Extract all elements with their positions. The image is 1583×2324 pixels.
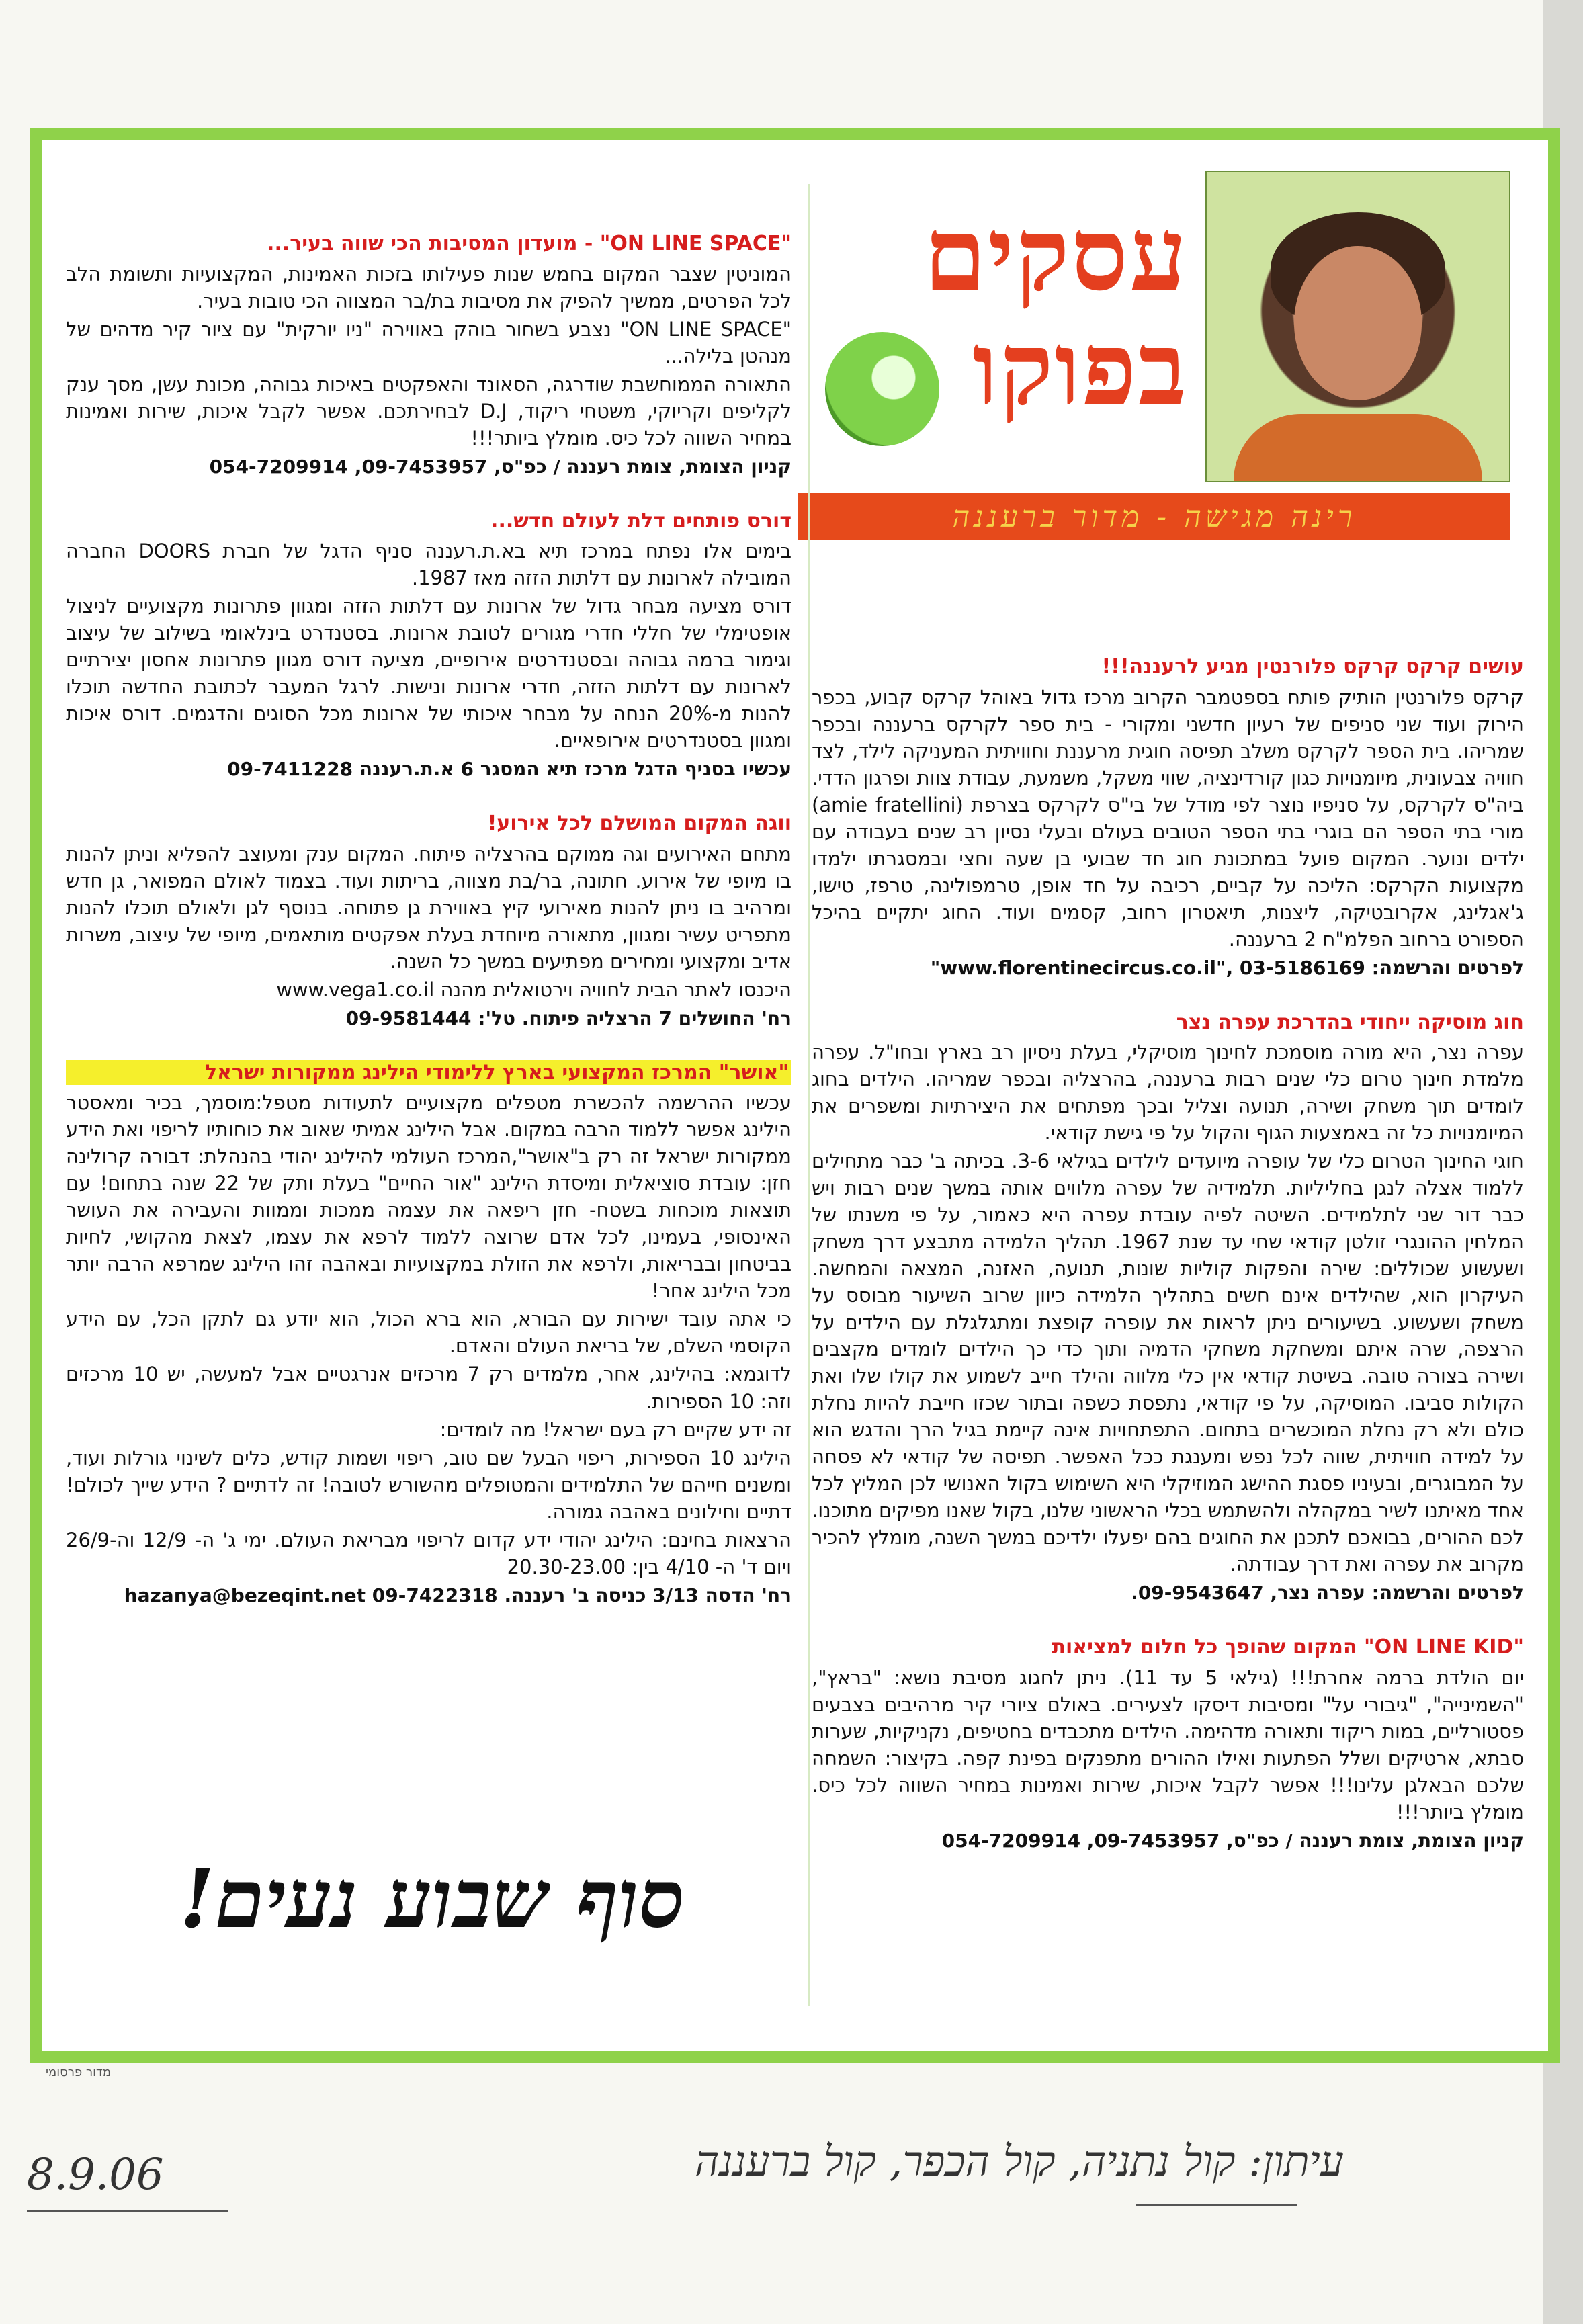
article-doors (66, 509, 792, 781)
column-divider (808, 184, 810, 2006)
article-body (66, 537, 792, 754)
article-frame (30, 128, 1560, 2079)
article-paragraph: המוניטין שצבר המקום בחמש שנות פעילותו בזכות האמינות, המקצועיות ותשומת הלב לכל הפרטים, ממשיך להפיק את מסיבות בת/בר המצווה הכי טובות בעיר. (66, 262, 792, 312)
right-column (798, 144, 1544, 2047)
article-paragraph: זה ידע שקיים רק בעם ישראל! מה לומדים: (439, 1418, 792, 1441)
article-circus (812, 654, 1524, 979)
article-contact: רח' הדסה 3/13 כניסה ב' רעננה. 09-7422318 hazanya@bezeqint.net (124, 1584, 792, 1606)
article-paragraph: התאורה הממוחשבת שודרגה, הסאונד והאפקטים באיכות גבוהה, מכונת עשן, מסך ענק לקליפים וקריוקי, משטחי ריקוד, D.J לבחירתכם. אפשר לקבל איכות, שירות ואמינות במחיר השווה לכל כיס. מומלץ ביותר!!! (66, 372, 792, 449)
left-column (46, 144, 805, 2079)
article-paragraph: כי אתה עובד ישירות עם הבורא, הוא ברא הכול, הוא יודע גם לתקן הכל, עם הידע הקוסמי השלם, של בריאת העולם והאדם. (66, 1307, 792, 1358)
article-paragraph: מתחם האירועים וגה ממוקם בהרצליה פיתוח. המקום ענק ומעוצב להפליא וניתן להנות בו מיופי של אירוע. חתונה, בר/בת מצווה, בריתות ועוד. בצמוד לאולם המפואר, גן חדש ומרהיב בו ניתן להנות מאירועי קיץ באווירת גן פתוחה. בנוסף לגן ולאולם תוכלו להנות מתפריט עשיר ומגוון, מתאורה מיוחדת בעלת אפקטים מותאמים, מיופי של עיצוב, משרות אדיב ומקצועי ומחירים מפתיעים במשך כל השנה. (66, 842, 792, 973)
article-body (812, 1039, 1524, 1578)
article-body (66, 261, 792, 451)
logo-line-1: עסקים (923, 196, 1188, 314)
article-osher (66, 1060, 792, 1606)
article-contact: לפרטים והרשמה: עפרה נצר, 09-9543647. (1131, 1582, 1524, 1604)
article-paragraph: קרקס פלורנטין הותיק פותח בספטמבר הקרוב מרכז גדול באוהל קרקס קבוע, בכפר הירוק ועוד שני סניפים של רעיון חדשני ומקורי - בית ספר לקרקס ברעננה ובכפר שמריהו. בית הספר לקרקס משלב תפיסה חוגית מרעננת וחוויתית המעניקה לילד, לצד חוויה צבעונית, מיומנויות כגון קורדינציה, שווי משקל, משמעת, עבודת צוות ופרגון הדדי. ביה"ס לקרקס, על סניפיו נוצר לפי מודל של בי"ס לקרקס בצרפת (amie fratellini) מורי בתי הספר הם בוגרי בתי הספר הטובים בעולם ובעלי נסיון רב שנים בעבודה עם ילדים ונוער. המקום פועל במתכונת חוג חד שבועי בן שעה וחצי ובמסגרתו ילמדו מקצועות הקרקס: הליכה על קביים, רכיבה על חד אופן, טרמפולינה, טרפז, טישו, ג'אגלינג, אקרובטיקה, ליצנות, תיאטרון רחוב, קסמים ועוד. החוג יתקיים בהיכל הספורט ברחוב הפלמ"ח 2 ברעננה. (812, 685, 1524, 951)
article-body (812, 1664, 1524, 1825)
article-online-space (66, 231, 792, 478)
article-body (66, 841, 792, 1003)
article-paragraph: בימים אלו נפתח במרכז תיא בא.ת.רעננה סניף הדגל של חברת DOORS החברה המובילה לארונות עם דלתות הזזה מאז 1987. (66, 540, 792, 590)
article-title: "אושר" המרכז המקצועי בארץ ללימודי הילינג ממקורות ישראל (66, 1060, 792, 1086)
article-paragraph: היכנסו לאתר הבית לחוויה וירטואלית מהנה www.vega1.co.il (276, 978, 792, 1001)
article-contact: רח' החושלים 7 הרצליה פיתוח. טל': 09-9581444 (345, 1006, 792, 1029)
handwritten-signature: סוף שבוע נעים! (179, 1852, 685, 1946)
author-photo (1205, 171, 1510, 482)
article-contact: קניון הצומת, צומת רעננה / כפ"ס, 09-7453957, 054-7209914 (941, 1830, 1524, 1852)
column-top-gap (66, 144, 792, 231)
article-paragraph: לדוגמא: בהילינג, אחר, מלמדים רק 7 מרכזים אנרגטיים אבל למעשה, יש 10 מרכזים וזה: 10 הספירות. (66, 1363, 792, 1413)
handwritten-note: עיתון: קול נתניה, קול הכפר, קול ברעננה (695, 2137, 1344, 2186)
article-music (812, 1010, 1524, 1604)
byline-banner: רינה מגישה - מדור ברעננה (798, 493, 1510, 540)
article-body (812, 684, 1524, 953)
logo-line-2: בפוקו (972, 310, 1188, 428)
article-paragraph: יום הולדת ברמה אחרת!!! (גילאי 5 עד 11). ניתן לחגוג מסיבת נושא: "בראץ", "השמינייה", "גיבורי על" ומסיבות דיסקו לצעירים. באולם ציורי קיר מרהיבים בצבעים פסטורליים, במות ריקוד ותאורה מדהימה. הילדים מתכבדים בחטיפים, נקניקיות, שערות סבתא, ארטיקים ושלל הפתעות ואילו ההורים מתפנקים בפינת קפה. בקיצור: השמחה שלכם הבאלגן עלינו!!! אפשר לקבל איכות, שירות ואמינות במחיר השווה לכל כיס. מומלץ ביותר!!! (812, 1666, 1524, 1824)
article-paragraph: "ON LINE SPACE" נצבע בשחור בוהק באווירה "ניו יורקית" עם ציור קיר מדהים של מנהטן בלילה... (66, 317, 792, 368)
article-paragraph: הילינג 10 הספירות, ריפוי הבעל שם טוב, ריפוי ושמות קודש, כלים לשינוי גורלות ועוד, ומשנים חייהם של התלמידים והמטופלים מהשורש לטובה! זה לדתיים ? הידע שייך לכולם! דתיים וחילונים באהבה גמורה. (66, 1446, 792, 1523)
note-underline (1136, 2204, 1297, 2206)
photo-face (1294, 246, 1422, 400)
footer-note: מדור פרסומי (46, 2065, 112, 2079)
article-contact: קניון הצומת, צומת רעננה / כפ"ס, 09-7453957, 054-7209914 (209, 455, 792, 478)
article-paragraph: הרצאות בחינם: הילינג יהודי ידע קדום לריפוי מבריאת העולם. ימי ג' ה- 12/9 וה-26/9 ויום ד' ה- 4/10 בין: 20.30-23.00 (66, 1528, 792, 1578)
article-title: ווגה המקום המושלם לכל אירוע! (487, 812, 792, 836)
article-online-kid (812, 1635, 1524, 1852)
article-vega (66, 811, 792, 1029)
logo-ball-icon (825, 332, 939, 446)
article-paragraph: עכשיו ההרשמה להכשרת מטפלים מקצועיים לתעודות מטפל:מוסמך, בכיר ומאסטר הילינג אפשר ללמוד הרבה במקום. אבל הילינג אמיתי שאוב את כוחותיו לריפוי ואת הידע ממקורות ישראל זה רק ב"אושר",המרכז העולמי להילינג יהודי בהנהלת: דבורה קרולינה חזן: עובדת סוציאלית ומיסדת הילינג "אור החיים" בעלת ותק של 22 שנה בתחום! עם תוצאות מוכחות בשטח- חזן ריפאה את עצמה ממכות וממוות והעבירה את העושר האינסופי, בעמינו, לכל אדם שרוצה ללמוד לרפא את עצמו, לצאת מהקושי, לחיות בביטחון ובבריאות, ולרפא את הזולת במקצועיות ובאהבה זהו הילינג שמרפא הרבה יותר מכל הילינג אחר! (66, 1091, 792, 1303)
article-title: חוג מוסיקה ייחודי בהדרכת עפרה נצר (1176, 1010, 1524, 1034)
article-title: עושים קרקס קרקס פלורנטין מגיע לרעננה!!! (1101, 655, 1524, 679)
article-paragraph: עפרה נצר, היא מורה מוסמכת לחינוך מוסיקלי, בעלת ניסיון רב בארץ ובחו"ל. עפרה מלמדת חינוך טרום כלי שנים רבות ברעננה, בהרצליה ובכפר שמריהו. הילדים בחוג לומדים תוך משחק ושירה, תנועה וצליל ובכך מפתחים את היצירתיות ומשפרים את המיומנויות כל זה באמצעות הגוף והקול על פי גישת קודאי. (812, 1041, 1524, 1145)
handwritten-date: 8.9.06 (27, 2150, 164, 2200)
article-body (66, 1089, 792, 1580)
article-paragraph: דורס מציעה מבחר גדול של ארונות עם דלתות הזזה ומגוון פתרונות מקצועיים לניצול אופטימלי של חללי חדרי מגורים לטובת ארונות. בסטנדרט בינלאומי בשילוב של עיצוב וגימור ברמה גבוהה ובסטנדרטים אירופיים, מציעה דורס מגוון פתרונות אחסון יצירתיים לארונות עם דלתות הזזה, חדרי ארונות ונישות. לרגל המעבר לכתובת החדשה תוכלו להנות מ-20% הנחה על מבחר איכותי של ארונות מכל הסוגים והדגמים. דורס איכות ומגוון בסטנדרטים אירופאיים. (66, 595, 792, 752)
article-title: "ON LINE KID" המקום שהופך כל חלום למציאות (1052, 1635, 1524, 1660)
date-underline (27, 2210, 228, 2212)
article-title: "ON LINE SPACE" - מועדון המסיבות הכי שווה בעיר... (267, 232, 792, 255)
article-paragraph: חוגי החינוך הטרום כלי של עופרה מיועדים לילדים בגילאי 3-6. בכיתה ב' כבר מתחילים ללמוד אצלה לנגן בחליליות. תלמידיה של עפרה מלווים אותה במשך שנים רבות ויש כבר דור שני לתלמידים. השיטה לפיה עובדת עפרה היא כאמור, על פי משנתו של המלחין ההונגרי זולטן קודאי שחי עד שנת 1967. תהליך הלמידה מתבצע דרך משחק ושעשוע שכוללים: שירה והפקות קוליות שונות, תנועה, האזנה, המצאה והמחשה. העיקרון הוא, שהילדים אינם חשים בתהליך הלמידה כיוון שרוב השיעור מבוסס על משחק ושעשוע. בשיעורים ניתן לראות את עופרה קופצת ומתגלגלת עם הילדים על הרצפה, שרה איתם ומשחקת משחקי הדמיה ותוך כדי כך הילדים לומדים מקצבים ושירה בצורה טובה. בשיטת קודאי אין כלי מלווה והילד חייב לשמוע את קולו שלו ואת הקולות סביבו. המוסיקה, על פי קודאי, נתפסת כשפה ובתור שכזו חייבת להיות נחלת כולם ולא רק נחלת המוכשרים בתחום. התפתחויות אינה קיימת בגיל הרך והדגש הוא על למידה חוויתית, שווה לכל נפש ומענגת ככל האפשר. תפיסה של קודאי לא פסחה על המבוגרים, ובעיניו פסגת ההישג המוזיקלי היא השימוש בקול האנושי לכן המליץ לכל אחד מאיתנו לשיר במקהלה ולהשתמש בכלי הראשוני שלנו, בקול שאנו מפיקים מתוכנו. לכם ההורים, בבואכם לתכנן את החוגים בהם יפעלו ילדיכם במשך השנה, מומלץ להכיר מקרוב את עפרה ואת דרך עבודתה. (812, 1150, 1525, 1576)
column-header (812, 144, 1524, 654)
article-title: דורס פותחים דלת לעולם חדש... (490, 509, 792, 533)
column-logo (818, 191, 1195, 480)
article-inner (42, 140, 1548, 2079)
article-contact: לפרטים והרשמה: 03-5186169 ,"www.florentinecircus.co.il" (930, 956, 1524, 979)
article-contact: עכשיו בסניף הדגל מרכז תיא המסגר 6 א.ת.רעננה 09-7411228 (227, 758, 792, 781)
photo-shirt (1234, 414, 1482, 481)
